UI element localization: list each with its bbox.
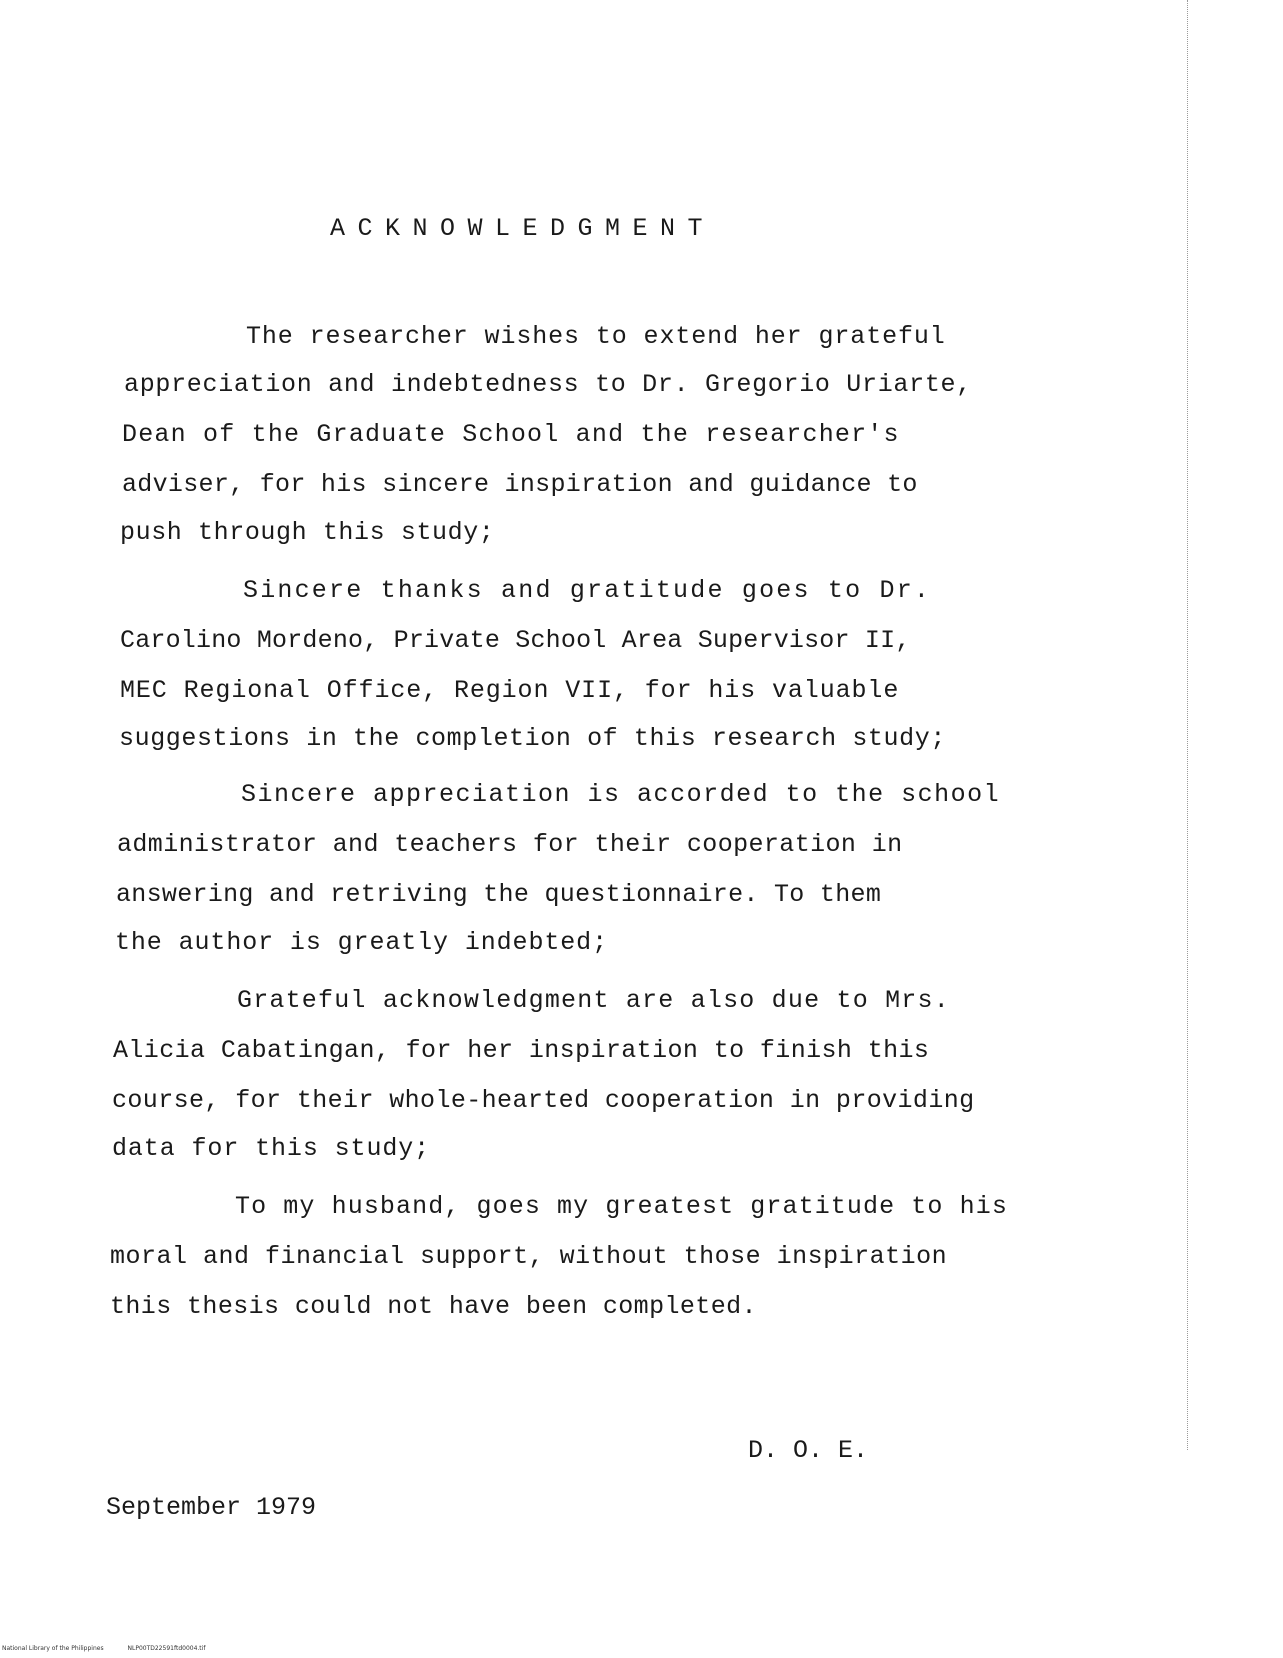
paragraph-3-line-3: answering and retriving the questionnaire. To them: [116, 880, 882, 909]
paragraph-2-line-3: MEC Regional Office, Region VII, for his valuable: [120, 676, 900, 705]
paragraph-5-line-3: this thesis could not have been completed.: [110, 1292, 757, 1321]
paragraph-2-line-1: Sincere thanks and gratitude goes to Dr.: [243, 576, 932, 605]
scan-edge-mark: [1187, 0, 1188, 1450]
paragraph-4-line-3: course, for their whole-hearted cooperation in providing: [112, 1086, 975, 1115]
paragraph-1-line-3: Dean of the Graduate School and the researcher's: [122, 420, 900, 449]
document-date: September 1979: [106, 1493, 317, 1522]
paragraph-3-line-4: the author is greatly indebted;: [115, 928, 608, 957]
paragraph-1-line-4: adviser, for his sincere inspiration and guidance to: [122, 470, 918, 499]
page-title: ACKNOWLEDGMENT: [330, 214, 716, 243]
paragraph-1-line-2: appreciation and indebtedness to Dr. Gregorio Uriarte,: [124, 370, 972, 399]
footer-file: NLP00TD22591ftd0004.tif: [127, 1645, 206, 1652]
paragraph-2-line-4: suggestions in the completion of this research study;: [119, 724, 946, 753]
paragraph-3-line-1: Sincere appreciation is accorded to the school: [241, 780, 1001, 809]
signature-initials: D. O. E.: [748, 1436, 869, 1465]
scan-footer: [2, 1645, 227, 1652]
paragraph-4-line-4: data for this study;: [112, 1134, 431, 1163]
paragraph-5-line-2: moral and financial support, without those inspiration: [110, 1242, 948, 1271]
paragraph-1-line-5: push through this study;: [120, 518, 495, 547]
paragraph-3-line-2: administrator and teachers for their cooperation in: [117, 830, 903, 859]
paragraph-5-line-1: To my husband, goes my greatest gratitude to his: [235, 1192, 1008, 1221]
paragraph-4-line-1: Grateful acknowledgment are also due to Mrs.: [237, 986, 950, 1015]
paragraph-4-line-2: Alicia Cabatingan, for her inspiration to finish this: [113, 1036, 930, 1065]
paragraph-2-line-2: Carolino Mordeno, Private School Area Supervisor II,: [120, 626, 911, 655]
footer-library: National Library of the Philippines: [2, 1645, 104, 1652]
paragraph-1-line-1: The researcher wishes to extend her grateful: [246, 322, 946, 351]
